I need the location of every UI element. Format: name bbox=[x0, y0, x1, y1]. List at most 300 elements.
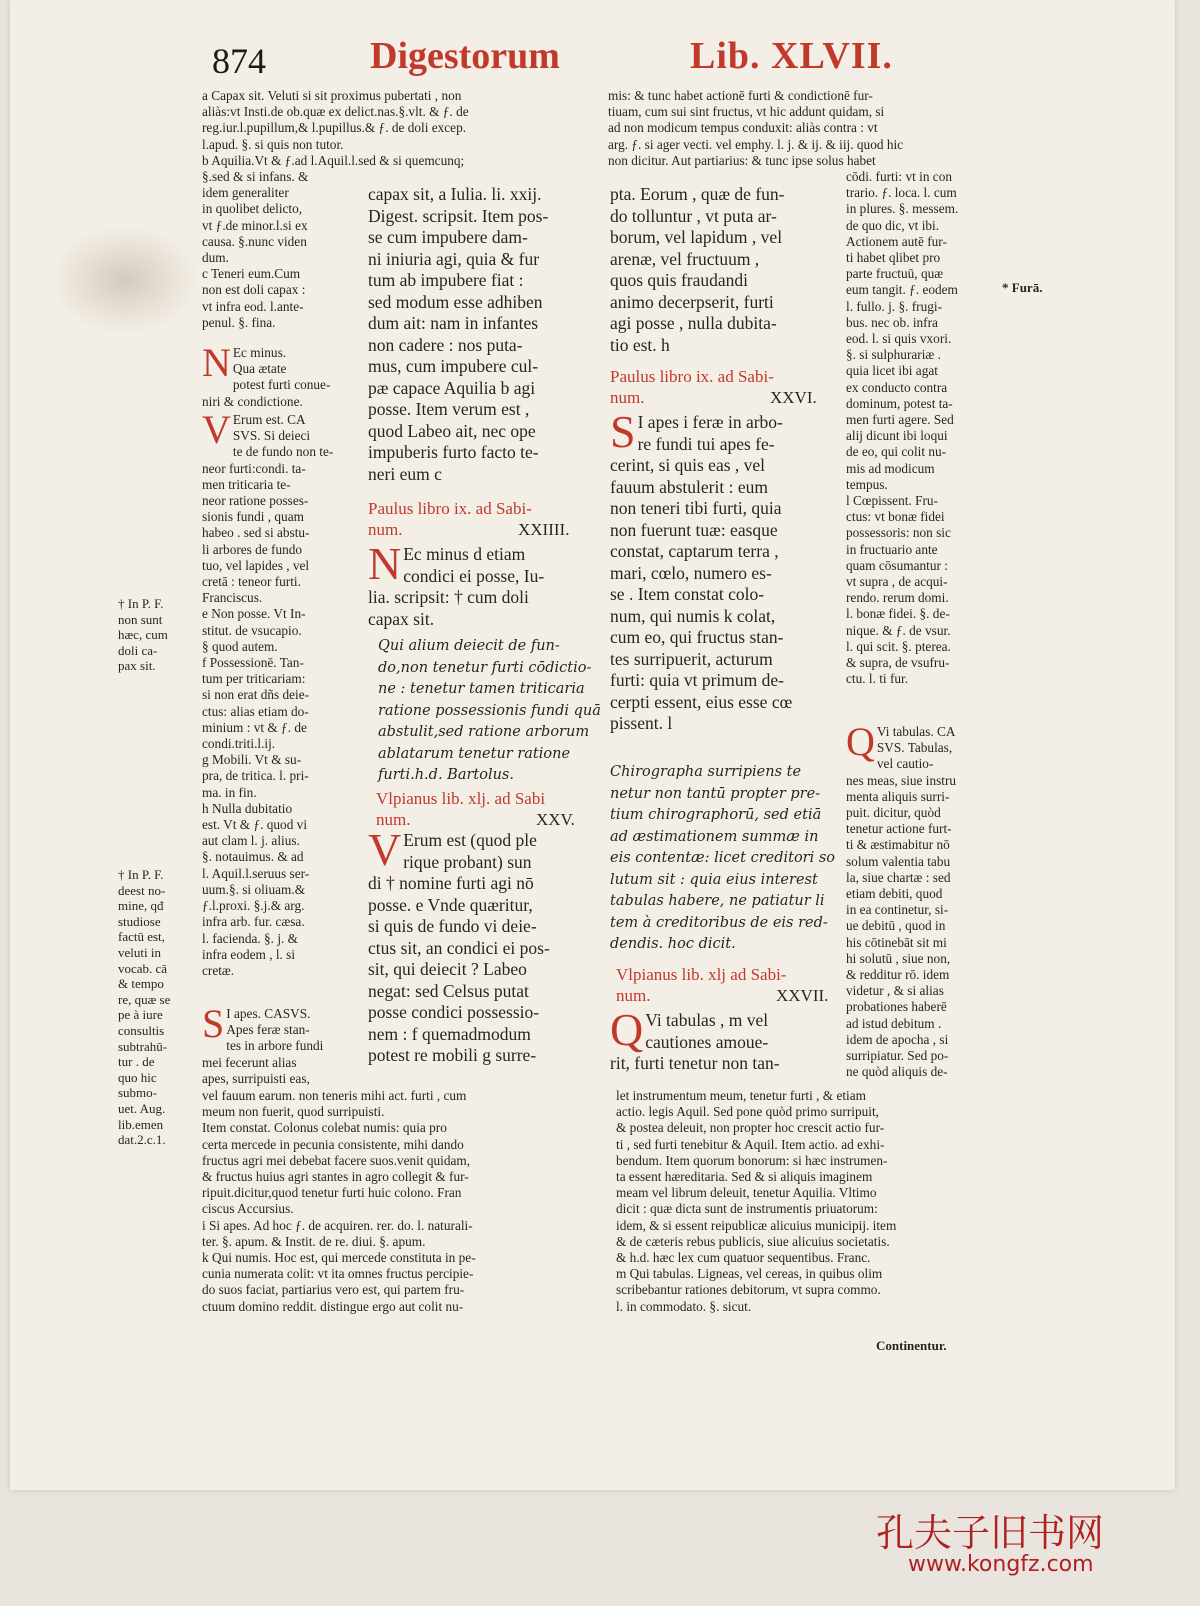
text-line: posse. Item verum est , bbox=[368, 399, 530, 419]
text-line: ti & æstimabitur nō bbox=[846, 837, 950, 853]
col1-gloss-casus bbox=[202, 407, 334, 979]
col2-text-2 bbox=[368, 538, 545, 630]
drop-cap-v2: V bbox=[368, 824, 402, 875]
col2-summary bbox=[378, 636, 601, 787]
text-line: furti: quia vt primum de- bbox=[610, 670, 784, 690]
text-line: pæ capace Aquilia b agi bbox=[368, 377, 536, 398]
catchword: Continentur. bbox=[876, 1338, 947, 1353]
col1-casus-lines bbox=[202, 407, 334, 979]
text-line: etiam debiti, quod bbox=[846, 886, 943, 902]
text-line: idem, & si essent reipublicæ alicuius municipij. item bbox=[616, 1217, 897, 1233]
text-line: nes meas, siue instru bbox=[846, 772, 957, 788]
text-line: negat: sed Celsus putat bbox=[368, 980, 529, 1001]
text-line: neor furti:condi. ta- bbox=[202, 460, 306, 476]
text-line: mus, cum impubere cul- bbox=[368, 356, 539, 376]
text-line: §. si sulphurariæ . bbox=[846, 347, 941, 363]
text-line: ciscus Accursius. bbox=[202, 1201, 294, 1217]
text-line: reg.iur.l.pupillum,& l.pupillus.& ƒ. de doli excep. bbox=[202, 120, 467, 136]
text-line: l. facienda. §. j. & bbox=[202, 930, 298, 946]
text-line: neor ratione posses- bbox=[202, 493, 309, 509]
text-line: c Teneri eum.Cum bbox=[202, 266, 301, 282]
text-line: ad æstimationem summæ in bbox=[610, 828, 819, 845]
text-line: let instrumentum meum, tenetur furti , & etiam bbox=[616, 1088, 866, 1103]
text-line: si non erat dñs deie- bbox=[202, 687, 310, 703]
text-line: ad non modicum tempus conduxit: aliàs contra : vt bbox=[608, 120, 878, 136]
text-line: ex conducto contra bbox=[846, 379, 948, 395]
text-line: & postea deleuit, non propter hoc crescit actio fur- bbox=[616, 1120, 885, 1136]
text-line: & tempo bbox=[118, 976, 164, 992]
text-line: mis ad modicum bbox=[846, 460, 935, 476]
text-line: actio. legis Aquil. Sed pone quòd primo surripuit, bbox=[616, 1104, 879, 1120]
text-line: I apes i feræ in arbo- bbox=[637, 412, 783, 432]
text-line: neri eum c bbox=[368, 463, 442, 484]
text-line: dum ait: nam in infantes bbox=[368, 313, 539, 333]
text-line: te de fundo non te- bbox=[232, 444, 334, 460]
text-line: consultis bbox=[118, 1022, 165, 1038]
text-line: ne quòd aliquis de- bbox=[846, 1064, 948, 1080]
text-line: mei fecerunt alias bbox=[202, 1054, 297, 1070]
col3-text-3 bbox=[610, 1004, 780, 1075]
lex-number: XXV. bbox=[536, 810, 575, 829]
text-line: ƒ.l.proxi. §.j.& arg. bbox=[202, 898, 305, 914]
text-line: posse condici possessio- bbox=[368, 1002, 540, 1022]
text-line: probationes haberē bbox=[846, 999, 947, 1015]
drop-cap-q: Q bbox=[610, 1004, 644, 1055]
text-line: SVS. Si deieci bbox=[232, 428, 311, 444]
col4-casus bbox=[846, 719, 957, 1080]
text-line: alij dicunt ibi loqui bbox=[846, 428, 948, 444]
rubric-line bbox=[610, 387, 817, 408]
text-line: cunia numerata colit: vt ita omnes fructus percipie- bbox=[202, 1266, 474, 1282]
text-line: meum non fuerit, quod surripuisti. bbox=[202, 1104, 385, 1120]
text-line: parte fructuū, quæ bbox=[846, 266, 944, 282]
text-line: Chirographa surripiens te bbox=[610, 764, 802, 780]
text-line: l Cœpissent. Fru- bbox=[846, 493, 938, 509]
text-line: Vi tabulas. CA bbox=[876, 724, 956, 739]
text-line: Erum est (quod ple bbox=[403, 830, 537, 850]
text-line: tabulas habere, ne patiatur li bbox=[610, 893, 825, 909]
text-line: cretā : teneor furti. bbox=[202, 574, 301, 590]
margin-note-right: * Furā. bbox=[1002, 280, 1043, 295]
text-line: I apes. CASVS. bbox=[226, 1006, 311, 1021]
text-line: stitut. de vsucapio. bbox=[202, 622, 302, 638]
text-line: lia. scripsit: † cum doli bbox=[368, 587, 529, 607]
text-line: fauum abstulerit : eum bbox=[610, 476, 768, 497]
text-line: arg. ƒ. si ager vecti. vel emphy. l. j. & ij. & iij. quod hic bbox=[608, 136, 904, 152]
text-line: possessoris: non sic bbox=[846, 525, 951, 541]
text-line: tio est. h bbox=[610, 334, 670, 355]
text-line: meam vel librum deleuit, tenetur Aquilia. Vltimo bbox=[616, 1185, 877, 1201]
text-line: capax sit. bbox=[368, 608, 435, 629]
text-line: in ea continetur, si- bbox=[846, 902, 949, 918]
text-line: hi solutū , siue non, bbox=[846, 950, 951, 966]
text-line: non est doli capax : bbox=[202, 282, 306, 298]
text-line: se . Item constat colo- bbox=[610, 584, 765, 604]
text-line: §.sed & si infans. & bbox=[202, 169, 309, 184]
text-line: quia licet ibi agat bbox=[846, 363, 938, 379]
text-line: vocab. cā bbox=[118, 960, 168, 976]
text-line: l. bonæ fidei. §. de- bbox=[846, 606, 950, 622]
text-line: sionis fundi , quam bbox=[202, 509, 304, 525]
text-line: § quod autem. bbox=[202, 638, 278, 654]
text-line: dendis. hoc dicit. bbox=[610, 936, 736, 952]
drop-cap-q2: Q bbox=[846, 719, 875, 764]
text-line: & fructus huius agri stantes in agro collegit & fur- bbox=[202, 1169, 469, 1185]
text-line: re fundi tui apes fe- bbox=[637, 433, 775, 454]
text-line: ratione possessionis fundi quā bbox=[378, 702, 601, 719]
text-line: aliàs:vt Insti.de ob.quæ ex delict.nas.§.vlt. & ƒ. de bbox=[202, 104, 469, 120]
text-line: infra eodem , l. si bbox=[202, 946, 296, 962]
text-line: scribebantur rationes debitorum, vt supra commo. bbox=[616, 1282, 881, 1298]
text-line: † In P. F. bbox=[118, 596, 164, 611]
col1-gloss-d bbox=[202, 340, 331, 410]
text-line: niri & condictione. bbox=[202, 393, 303, 409]
text-line: vt infra eod. l.ante- bbox=[202, 298, 304, 314]
text-line: ctus sit, an condici ei pos- bbox=[368, 937, 550, 958]
text-line: in quolibet delicto, bbox=[202, 201, 303, 217]
text-line: tiuam, cum sui sint fructus, vt hic addunt quidam, si bbox=[608, 104, 885, 120]
text-line: submo- bbox=[118, 1085, 157, 1101]
text-line: sit, qui deiecit ? Labeo bbox=[368, 959, 527, 979]
text-line: certa mercede in pecunia consistente, mihi dando bbox=[202, 1136, 464, 1152]
text-line: mis: & tunc habet actionē furti & condictionē fur- bbox=[608, 88, 873, 103]
text-line: non teneri tibi furti, quia bbox=[610, 498, 782, 518]
text-line: trario. ƒ. loca. l. cum bbox=[846, 185, 957, 201]
text-line: tur . de bbox=[118, 1054, 155, 1070]
page-sheet bbox=[10, 0, 1175, 1490]
col3-bottom-gloss bbox=[616, 1088, 896, 1315]
text-line: tum ab impubere fiat : bbox=[368, 270, 524, 290]
paper-stain bbox=[50, 225, 200, 335]
col3-text2-lines bbox=[610, 406, 793, 735]
text-line: non dicitur. Aut partiarius: & tunc ipse solus habet bbox=[608, 152, 876, 168]
text-line: la, siue chartæ : sed bbox=[846, 869, 951, 885]
col3-rubric-2 bbox=[616, 964, 829, 1006]
text-line: dominum, potest ta- bbox=[846, 395, 953, 411]
rubric-num-label: num. bbox=[368, 520, 403, 539]
text-line: mari, cœlo, numero es- bbox=[610, 562, 772, 583]
text-line: nique. & ƒ. de vsur. bbox=[846, 622, 951, 638]
drop-cap-v: V bbox=[202, 407, 231, 452]
text-line: uet. Aug. bbox=[118, 1100, 166, 1116]
text-line: condi.triti.l.ij. bbox=[202, 736, 276, 752]
lex-number: XXVII. bbox=[776, 986, 829, 1005]
text-line: dat.2.c.1. bbox=[118, 1132, 166, 1148]
margin-note-1 bbox=[118, 596, 168, 674]
text-line: arenæ, vel fructuum , bbox=[610, 248, 760, 269]
text-line: ctuum domino reddit. distingue ergo aut colit nu- bbox=[202, 1298, 464, 1314]
text-line: cautiones amoue- bbox=[645, 1031, 769, 1052]
text-line: e Non posse. Vt In- bbox=[202, 606, 306, 622]
lex-number: XXVI. bbox=[770, 388, 817, 407]
text-line: non cadere : nos puta- bbox=[368, 334, 523, 355]
text-line: Apes feræ stan- bbox=[226, 1022, 310, 1038]
text-line: condici ei posse, Iu- bbox=[403, 565, 545, 586]
text-line: men triticaria te- bbox=[202, 476, 291, 492]
text-line: b Aquilia.Vt & ƒ.ad l.Aquil.l.sed & si quemcunq; bbox=[202, 152, 465, 168]
text-line: ctus: vt bonæ fidei bbox=[846, 509, 945, 525]
page-number: 874 bbox=[212, 41, 266, 81]
text-line: animo decerpserit, furti bbox=[610, 291, 774, 312]
text-line: videtur , & si alias bbox=[846, 983, 944, 999]
text-line: ti habet qlibet pro bbox=[846, 250, 941, 266]
text-line: pissent. l bbox=[610, 713, 673, 733]
text-line: eum tangit. ƒ. eodem bbox=[846, 282, 958, 298]
text-line: constat, captarum terra , bbox=[610, 541, 779, 561]
drop-cap-n: N bbox=[202, 340, 231, 385]
text-line: factū est, bbox=[118, 929, 165, 945]
text-line: his cōtinebāt sit mi bbox=[846, 934, 947, 950]
text-line: veluti in bbox=[118, 944, 161, 960]
text-line: vel cautio- bbox=[876, 756, 934, 772]
text-line: l. Aquil.l.seruus ser- bbox=[202, 865, 310, 881]
col1-gloss-i bbox=[202, 1001, 324, 1087]
text-line: f Possessionē. Tan- bbox=[202, 655, 304, 671]
text-line: ctus: alias etiam do- bbox=[202, 703, 309, 719]
text-line: di † nomine furti agi nō bbox=[368, 873, 534, 893]
text-line: ctu. l. ti fur. bbox=[846, 671, 909, 687]
text-line: deest no- bbox=[118, 882, 166, 898]
text-line: puit. dicitur, quòd bbox=[846, 805, 941, 821]
text-line: ti , sed furti tenebitur & Aquil. Item actio. ad exhi- bbox=[616, 1136, 885, 1152]
text-line: cretæ. bbox=[202, 962, 235, 978]
text-line: si quis de fundo vi deie- bbox=[368, 916, 537, 936]
text-line: idem de apocha , si bbox=[846, 1031, 949, 1047]
text-line: Qui alium deiecit de fun- bbox=[378, 638, 560, 654]
text-line: dicit : quæ dicta sunt de instrumentis priuatorum: bbox=[616, 1201, 878, 1217]
text-line: pax sit. bbox=[118, 658, 156, 674]
text-line: quo hic bbox=[118, 1069, 157, 1085]
text-line: agi posse , nulla dubita- bbox=[610, 313, 777, 333]
text-line: rit, furti tenetur non tan- bbox=[610, 1053, 780, 1073]
col2-rubric-1 bbox=[368, 498, 570, 540]
text-line: in plures. §. messem. bbox=[846, 201, 959, 217]
drop-cap-s2: S bbox=[610, 406, 636, 457]
text-line: Qua ætate bbox=[232, 361, 287, 377]
text-line: ue debitū , quod in bbox=[846, 918, 946, 934]
text-line: Digest. scripsit. Item pos- bbox=[368, 205, 549, 226]
text-line: solum valentia tabu bbox=[846, 853, 951, 869]
text-line: k Qui numis. Hoc est, qui mercede constituta in pe- bbox=[202, 1250, 476, 1266]
text-line: non fuerunt tuæ: easque bbox=[610, 519, 778, 540]
text-line: & h.d. hæc lex cum quatuor sequentibus. Franc. bbox=[616, 1250, 871, 1266]
text-line: tes in arbore fundi bbox=[226, 1038, 324, 1054]
text-line: minium : vt & ƒ. de bbox=[202, 719, 307, 735]
col1-gloss bbox=[202, 169, 308, 331]
watermark-url: www.kongfz.com bbox=[908, 1552, 1094, 1577]
text-line: causa. §.nunc viden bbox=[202, 233, 307, 249]
text-line: studiose bbox=[118, 913, 161, 929]
text-line: bus. nec ob. infra bbox=[846, 314, 938, 330]
text-line: do,non tenetur furti cōdictio- bbox=[378, 659, 592, 676]
text-line: num, qui numis k colat, bbox=[610, 605, 776, 626]
rubric-line: Paulus libro ix. ad Sabi- bbox=[368, 499, 532, 518]
drop-cap-n2: N bbox=[368, 538, 402, 589]
text-line: do suos faciat, partiarius vero est, qui partem fru- bbox=[202, 1282, 465, 1298]
text-line: tempus. bbox=[846, 476, 888, 492]
text-line: ta essent hæreditaria. Sed & si aliquis imaginem bbox=[616, 1169, 873, 1185]
text-line: idem generaliter bbox=[202, 185, 289, 201]
text-line: fructus agri mei debebat facere suos.venit quidam, bbox=[202, 1152, 471, 1168]
lex-number: XXIIII. bbox=[518, 520, 570, 539]
text-line: aut clam l. j. alius. bbox=[202, 833, 300, 849]
text-line: abstulit,sed ratione arborum bbox=[378, 724, 590, 740]
text-line: posse. e Vnde quæritur, bbox=[368, 894, 533, 915]
col1-top-gloss bbox=[202, 88, 469, 169]
text-line: cum eo, qui fructus stan- bbox=[610, 627, 784, 647]
rubric-line: Paulus libro ix. ad Sabi- bbox=[610, 367, 774, 386]
text-line: rendo. rerum domi. bbox=[846, 590, 949, 606]
rubric-num-label: num. bbox=[376, 810, 411, 829]
text-line: potest re mobili g surre- bbox=[368, 1045, 537, 1065]
text-line: Ec minus. bbox=[232, 345, 287, 360]
text-line: pta. Eorum , quæ de fun- bbox=[610, 184, 785, 204]
text-line: m Qui tabulas. Ligneas, vel cereas, in quibus olim bbox=[616, 1266, 883, 1282]
text-line: quod Labeo ait, nec ope bbox=[368, 420, 536, 441]
text-line: cerint, si quis eas , vel bbox=[610, 455, 766, 475]
text-line: cōdi. furti: vt in con bbox=[846, 169, 952, 184]
text-line: sed modum esse adhiben bbox=[368, 291, 543, 312]
col3-text-2 bbox=[610, 406, 793, 735]
text-line: eod. l. si quis vxori. bbox=[846, 331, 952, 347]
text-line: h Nulla dubitatio bbox=[202, 800, 293, 816]
text-line: Item constat. Colonus colebat numis: quia pro bbox=[202, 1120, 447, 1136]
text-line: & redditur rō. idem bbox=[846, 967, 950, 983]
margin-note-2 bbox=[118, 867, 170, 1148]
text-line: nem : f quemadmodum bbox=[368, 1023, 531, 1044]
col2-text-3 bbox=[368, 824, 550, 1067]
text-line: potest furti conue- bbox=[232, 377, 331, 393]
text-line: vel fauum earum. non teneris mihi act. furti , cum bbox=[202, 1088, 467, 1103]
text-line: tem à creditoribus de eis red- bbox=[610, 914, 828, 931]
text-line: doli ca- bbox=[118, 642, 158, 658]
text-line: vt supra , de acqui- bbox=[846, 574, 948, 590]
text-line: & de cæteris rebus publicis, siue alicuius societatis. bbox=[616, 1233, 890, 1249]
rubric-line bbox=[616, 985, 829, 1006]
text-line: ma. in fin. bbox=[202, 784, 257, 800]
text-line: non sunt bbox=[118, 611, 163, 627]
col4-gloss bbox=[846, 169, 958, 688]
text-line: † In P. F. bbox=[118, 867, 164, 882]
rubric-line bbox=[368, 519, 570, 540]
text-line: do tolluntur , vt puta ar- bbox=[610, 205, 777, 226]
text-line: pra, de tritica. l. pri- bbox=[202, 768, 309, 784]
text-line: rique probant) sun bbox=[403, 851, 532, 872]
col3-top-gloss bbox=[608, 88, 903, 169]
text-line: apes, surripuisti eas, bbox=[202, 1070, 310, 1086]
col3-text bbox=[610, 184, 784, 356]
text-line: ablatarum tenetur ratione bbox=[378, 745, 571, 762]
text-line: mine, qđ bbox=[118, 898, 164, 914]
text-line: & supra, de vsufru- bbox=[846, 655, 950, 671]
text-line: ni iniuria agi, quia & fur bbox=[368, 248, 540, 269]
text-line: hæc, cum bbox=[118, 627, 168, 643]
text-line: ad istud debitum . bbox=[846, 1015, 942, 1031]
text-line: surripiatur. Sed po- bbox=[846, 1048, 949, 1064]
text-line: in fructuario ante bbox=[846, 541, 938, 557]
text-line: penul. §. fina. bbox=[202, 314, 276, 330]
text-line: capax sit, a Iulia. li. xxij. bbox=[368, 184, 542, 204]
rubric-line: Vlpianus lib. xlj ad Sabi- bbox=[616, 965, 787, 984]
rubric-num-label: num. bbox=[616, 986, 651, 1005]
text-line: ne : tenetur tamen triticaria bbox=[378, 681, 585, 697]
book-number: Lib. XLVII. bbox=[690, 35, 893, 77]
text-line: netur non tantū propter pre- bbox=[610, 785, 821, 802]
text-line: ter. §. apum. & Instit. de re. diui. §. apum. bbox=[202, 1233, 426, 1249]
rubric-line: Vlpianus lib. xlj. ad Sabi bbox=[376, 789, 546, 808]
text-line: l. in commodato. §. sicut. bbox=[616, 1298, 752, 1314]
col4-casus-lines bbox=[846, 719, 957, 1080]
text-line: eis contentæ: licet creditori so bbox=[610, 850, 836, 866]
text-line: uum.§. si oliuam.& bbox=[202, 881, 306, 897]
text-line: dum. bbox=[202, 250, 229, 266]
text-line: furti.h.d. Bartolus. bbox=[378, 767, 514, 783]
rubric-num-label: num. bbox=[610, 388, 645, 407]
text-line: re, quæ se bbox=[118, 991, 171, 1007]
text-line: i Si apes. Ad hoc ƒ. de acquiren. rer. do. l. naturali- bbox=[202, 1217, 473, 1233]
text-line: li arbores de fundo bbox=[202, 541, 303, 557]
text-line: infra arb. fur. cæsa. bbox=[202, 914, 305, 930]
text-line: §. notauimus. & ad bbox=[202, 849, 304, 865]
text-line: habeo . sed si abstu- bbox=[202, 525, 310, 541]
text-line: tenetur actione furt- bbox=[846, 821, 952, 837]
text-line: subtrahū- bbox=[118, 1038, 168, 1054]
text-line: quam cōsumantur : bbox=[846, 557, 948, 573]
text-line: Franciscus. bbox=[202, 590, 263, 606]
running-title: Digestorum bbox=[370, 35, 560, 77]
text-line: men furti agere. Sed bbox=[846, 412, 954, 428]
drop-cap-s: S bbox=[202, 1001, 225, 1046]
rubric-line bbox=[376, 809, 575, 830]
text-line: cerpti essent, eius esse cœ bbox=[610, 691, 793, 712]
text-line: se cum impubere dam- bbox=[368, 227, 528, 247]
text-line: pe à iure bbox=[118, 1007, 163, 1023]
text-line: est. Vt & ƒ. quod vi bbox=[202, 817, 308, 833]
watermark-text: 孔夫子旧书网 bbox=[876, 1511, 1105, 1555]
text-line: de eo, qui colit nu- bbox=[846, 444, 947, 460]
col3-summary bbox=[610, 762, 835, 956]
text-line: g Mobili. Vt & su- bbox=[202, 752, 302, 768]
text-line: tum per triticariam: bbox=[202, 671, 306, 687]
text-line: Actionem autē fur- bbox=[846, 233, 947, 249]
text-line: ripuit.dicitur,quod tenetur furti huic colono. Fran bbox=[202, 1185, 462, 1201]
col3-rubric-1 bbox=[610, 366, 817, 408]
text-line: menta aliquis surri- bbox=[846, 788, 950, 804]
text-line: impuberis furto facto te- bbox=[368, 442, 539, 462]
text-line: Ec minus d etiam bbox=[403, 544, 526, 564]
text-line: Vi tabulas , m vel bbox=[645, 1010, 769, 1030]
col2-rubric-2 bbox=[376, 788, 575, 830]
text-line: lutum sit : quia eius interest bbox=[610, 871, 818, 888]
text-line: quos quis fraudandi bbox=[610, 270, 749, 290]
col2-text bbox=[368, 184, 548, 485]
text-line: vt ƒ.de minor.l.si ex bbox=[202, 217, 308, 233]
text-line: l. fullo. j. §. frugi- bbox=[846, 298, 943, 314]
text-line: tes surripuerit, acturum bbox=[610, 648, 773, 669]
text-line: l.apud. §. si quis non tutor. bbox=[202, 136, 344, 152]
text-line: bendum. Item quorum bonorum: si hæc instrumen- bbox=[616, 1152, 888, 1168]
text-line: l. qui scit. §. pterea. bbox=[846, 638, 951, 654]
col1-bottom-gloss bbox=[202, 1088, 476, 1315]
text-line: SVS. Tabulas, bbox=[876, 740, 953, 756]
text-line: lib.emen bbox=[118, 1116, 164, 1132]
text-line: de quo dic, vt ibi. bbox=[846, 217, 940, 233]
text-line: tuo, vel lapides , vel bbox=[202, 557, 310, 573]
text-line: Erum est. CA bbox=[232, 412, 306, 427]
text-line: a Capax sit. Veluti si sit proximus pubertati , non bbox=[202, 88, 462, 103]
text-line: borum, vel lapidum , vel bbox=[610, 227, 783, 247]
text-line: tium chirographorū, sed etiā bbox=[610, 807, 822, 823]
